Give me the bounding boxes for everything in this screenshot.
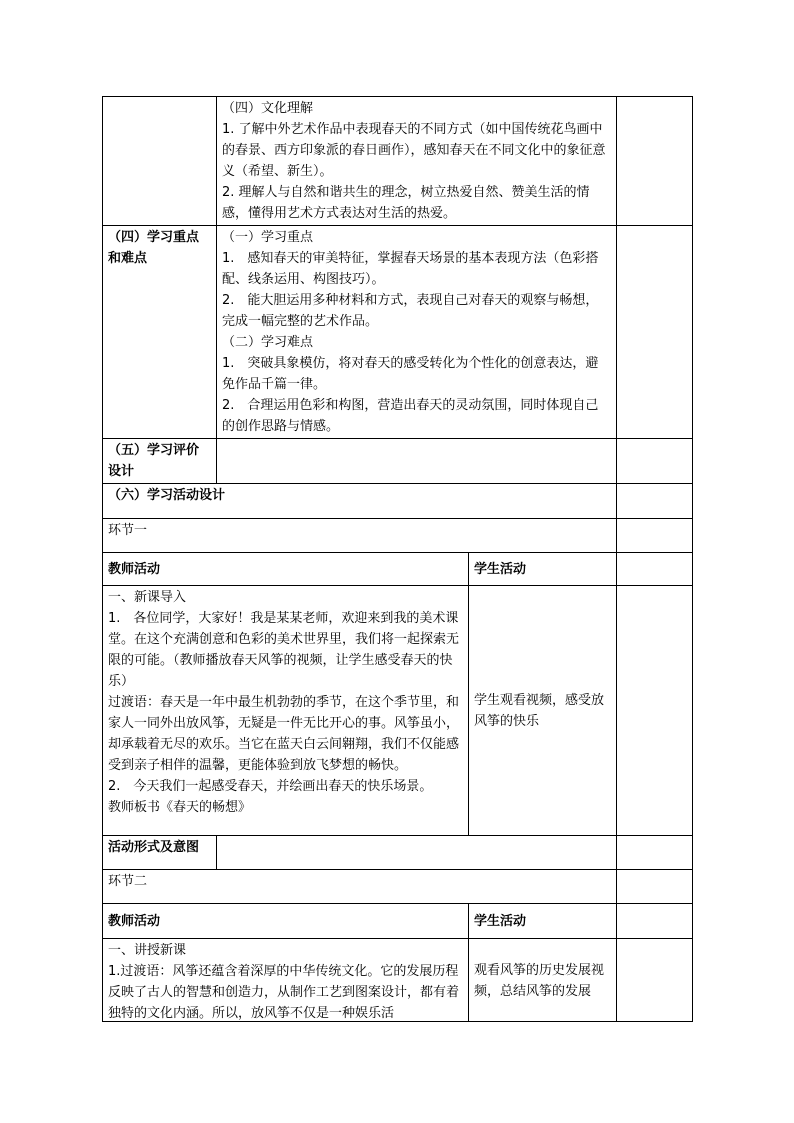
activity-design-extra-cell — [617, 484, 693, 519]
section2-teacher-line-1: 一、讲授新课 — [108, 943, 187, 958]
section2-title-row — [103, 870, 693, 904]
evaluation-extra-cell — [617, 439, 693, 484]
evaluation-label: （五）学习评价设计 — [103, 439, 217, 484]
focus-difficulty-item-2: 2. 合理运用色彩和构图，营造出春天的灵动氛围，同时体现自己的创作思路与情感。 — [222, 398, 599, 434]
section1-form-content-cell — [217, 836, 617, 870]
section2-student-text: 观看风筝的历史发展视频，总结风筝的发展 — [474, 963, 605, 999]
section1-header-row — [103, 553, 693, 586]
section1-header-extra-cell — [617, 553, 693, 586]
section1-teacher-line-2: 1. 各位同学，大家好！我是某某老师，欢迎来到我的美术课堂。在这个充满创意和色彩的美术世界里，我们将一起探索无限的可能。（教师播放春天风筝的视频，让学生感受春天的快乐） — [108, 611, 460, 689]
activity-design-label: （六）学习活动设计 — [103, 484, 617, 519]
section2-student-cell — [469, 939, 617, 1022]
focus-extra-cell — [617, 226, 693, 439]
section1-title: 环节一 — [103, 519, 617, 553]
section1-content-extra-cell — [617, 586, 693, 836]
evaluation-content-cell — [217, 439, 617, 484]
section1-title-extra-cell — [617, 519, 693, 553]
section1-title-row — [103, 519, 693, 553]
section1-teacher-cell — [103, 586, 469, 836]
section1-content-row — [103, 586, 693, 836]
section2-content-row — [103, 939, 693, 1022]
section1-student-cell: 学生观看视频，感受放风筝的快乐 — [469, 586, 617, 836]
section1-teacher-line-5: 教师板书《春天的畅想》 — [108, 800, 252, 815]
section1-student-header: 学生活动 — [469, 553, 617, 586]
section2-header-extra-cell — [617, 904, 693, 939]
section2-teacher-cell — [103, 939, 469, 1022]
focus-key-heading: （一）学习重点 — [222, 230, 314, 245]
focus-key-item-1: 1. 感知春天的审美特征，掌握春天场景的基本表现方法（色彩搭配、线条运用、构图技巧）。 — [222, 251, 599, 287]
activity-design-row — [103, 484, 693, 519]
culture-label-cell — [103, 97, 217, 226]
section2-title: 环节二 — [103, 870, 617, 904]
culture-extra-cell — [617, 97, 693, 226]
culture-item-2: 2. 理解人与自然和谐共生的理念，树立热爱自然、赞美生活的情感，懂得用艺术方式表达对生活的热爱。 — [222, 185, 590, 221]
focus-key-item-2: 2. 能大胆运用多种材料和方式，表现自己对春天的观察与畅想，完成一幅完整的艺术作品。 — [222, 293, 599, 329]
section2-header-row — [103, 904, 693, 939]
section1-form-row — [103, 836, 693, 870]
focus-content-cell — [217, 226, 617, 439]
section1-teacher-line-4: 2. 今天我们一起感受春天，并绘画出春天的快乐场景。 — [108, 779, 433, 794]
focus-label: （四）学习重点和难点 — [103, 226, 217, 439]
evaluation-row — [103, 439, 693, 484]
section1-form-extra-cell — [617, 836, 693, 870]
section2-content-extra-cell — [617, 939, 693, 1022]
culture-heading: （四）文化理解 — [222, 101, 314, 116]
section2-teacher-header: 教师活动 — [103, 904, 469, 939]
lesson-plan-table — [102, 96, 693, 1022]
focus-difficulty-heading: （二）学习难点 — [222, 335, 314, 350]
section1-teacher-header: 教师活动 — [103, 553, 469, 586]
section2-title-extra-cell — [617, 870, 693, 904]
culture-item-1: 1. 了解中外艺术作品中表现春天的不同方式（如中国传统花鸟画中的春景、西方印象派的春日画作），感知春天在不同文化中的象征意义（希望、新生）。 — [222, 122, 606, 179]
culture-content-cell — [217, 97, 617, 226]
section1-teacher-line-3: 过渡语：春天是一年中最生机勃勃的季节，在这个季节里，和家人一同外出放风筝，无疑是一件无比开心的事。风筝虽小，却承载着无尽的欢乐。当它在蓝天白云间翱翔，我们不仅能感受到亲子相伴的温馨，更能体验到放飞梦想的畅快。 — [108, 695, 460, 773]
focus-difficulty-item-1: 1. 突破具象模仿，将对春天的感受转化为个性化的创意表达，避免作品千篇一律。 — [222, 356, 599, 392]
culture-row — [103, 97, 693, 226]
section1-form-label: 活动形式及意图 — [103, 836, 217, 870]
section2-teacher-line-2: 1.过渡语：风筝还蕴含着深厚的中华传统文化。它的发展历程反映了古人的智慧和创造力，从制作工艺到图案设计，都有着独特的文化内涵。所以，放风筝不仅是一种娱乐活 — [108, 964, 460, 1020]
focus-row — [103, 226, 693, 439]
section2-student-header: 学生活动 — [469, 904, 617, 939]
section1-teacher-line-1: 一、新课导入 — [108, 590, 187, 605]
